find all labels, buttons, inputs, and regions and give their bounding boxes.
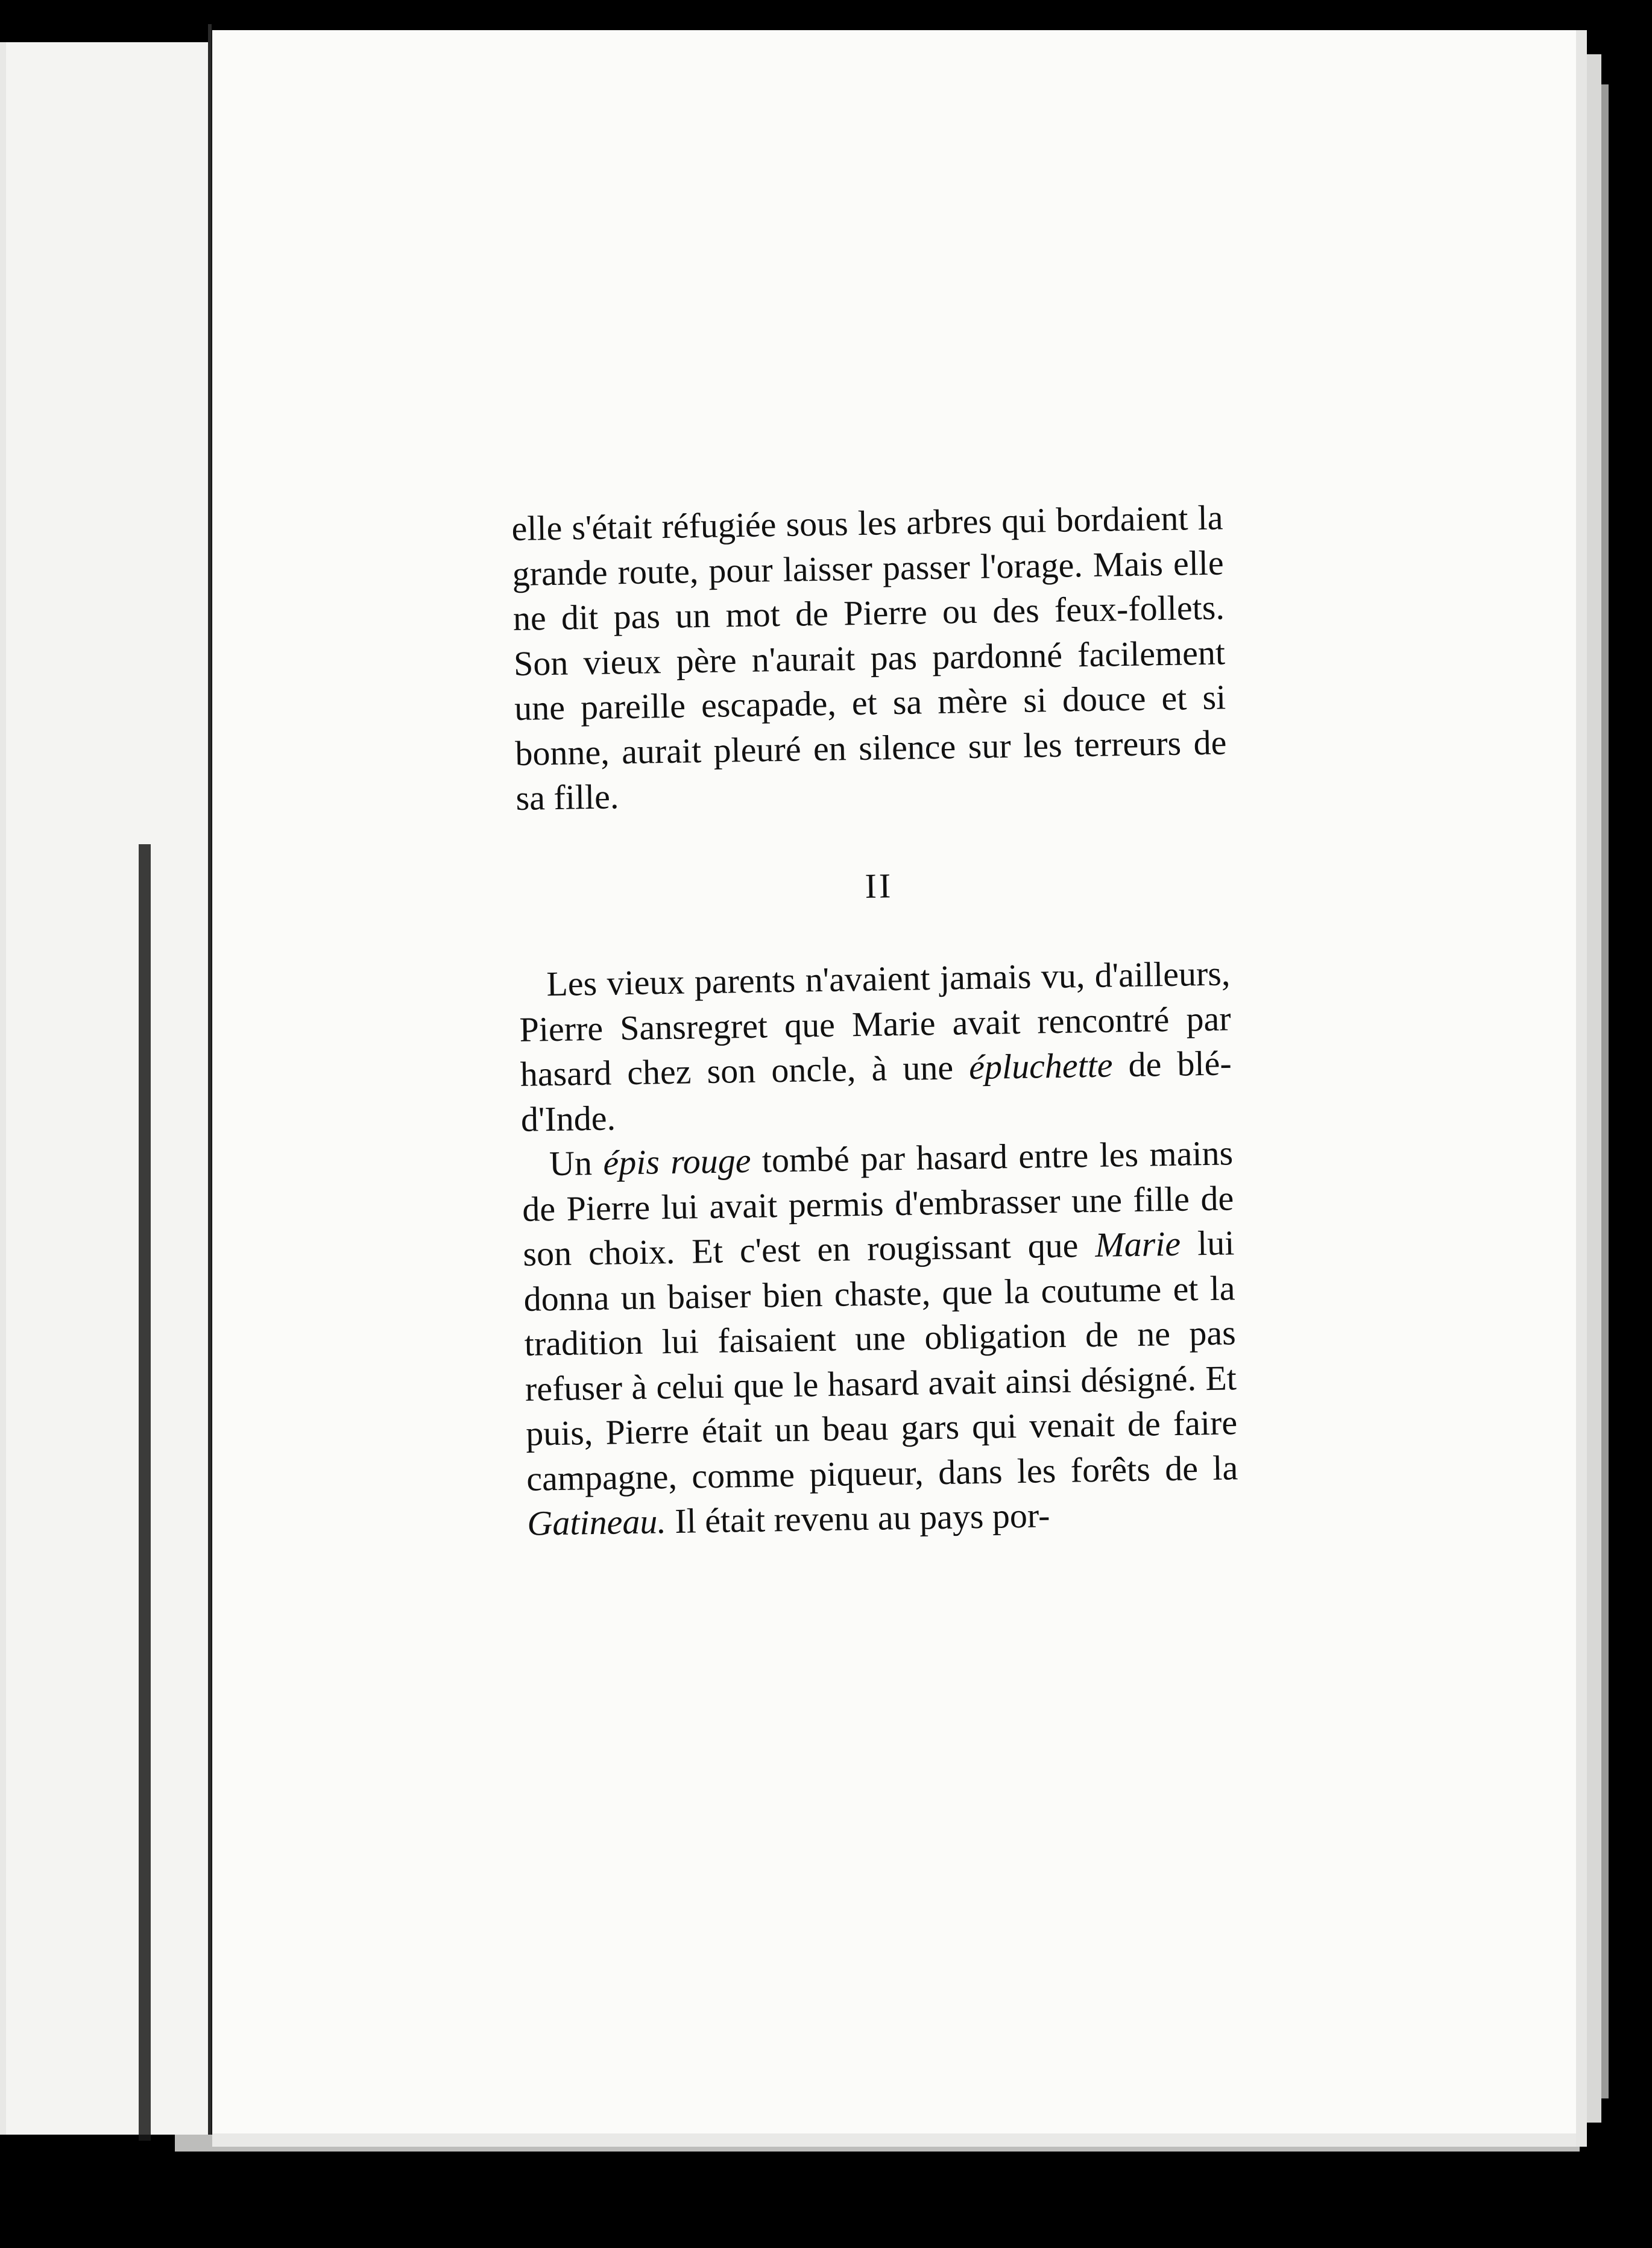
- text-run: lui donna un baiser bien chaste, que la coutume et la tradition lui faisaient une obligation de ne pas refuser à celui que le hasard avait ainsi désigné. Et puis, Pierre était un beau gars qui venait de faire campagne, comme piqueur, dans les forêts de la: [523, 1223, 1238, 1498]
- italic-place: Gatineau.: [526, 1501, 667, 1543]
- text-run: Un: [549, 1143, 604, 1184]
- italic-term: épis rouge: [602, 1140, 751, 1182]
- text-run: Les vieux parents n'avaient jamais vu, d'ailleurs, Pierre Sansregret que Marie avait rencontré par hasard chez son oncle, à une: [519, 953, 1231, 1094]
- left-page-edge: [0, 42, 6, 2135]
- paragraph: [519, 951, 1233, 1141]
- italic-term: épluchette: [968, 1045, 1114, 1087]
- book-spine: [208, 24, 212, 2135]
- text-run: Il était revenu au pays por-: [666, 1495, 1050, 1541]
- paragraph-continued: elle s'était réfugiée sous les arbres qui bordaient la grande route, pour laisser passer l'orage. Mais elle ne dit pas un mot de Pierre ou des feux-follets. Son vieux père n'aurait pas pardonné facilement une pareille escapade, et sa mère si douce et si bonne, aurait pleuré en silence sur les terreurs de sa fille.: [511, 497, 1227, 818]
- right-page-edge: [1587, 54, 1601, 2123]
- text-run: de blé-d'Inde.: [520, 1043, 1232, 1139]
- text-run: tombé par hasard entre les mains de Pierre lui avait permis d'embrasser une fille de son choix. Et c'est en rougissant que: [522, 1133, 1234, 1274]
- page-text: [511, 495, 1239, 1546]
- left-page: [0, 42, 208, 2135]
- right-page-edge-shadow: [1601, 84, 1609, 2098]
- chapter-heading: II: [865, 865, 894, 906]
- paragraph: [522, 1131, 1239, 1546]
- binding-shadow: [139, 844, 151, 2141]
- italic-name: Marie: [1094, 1223, 1181, 1264]
